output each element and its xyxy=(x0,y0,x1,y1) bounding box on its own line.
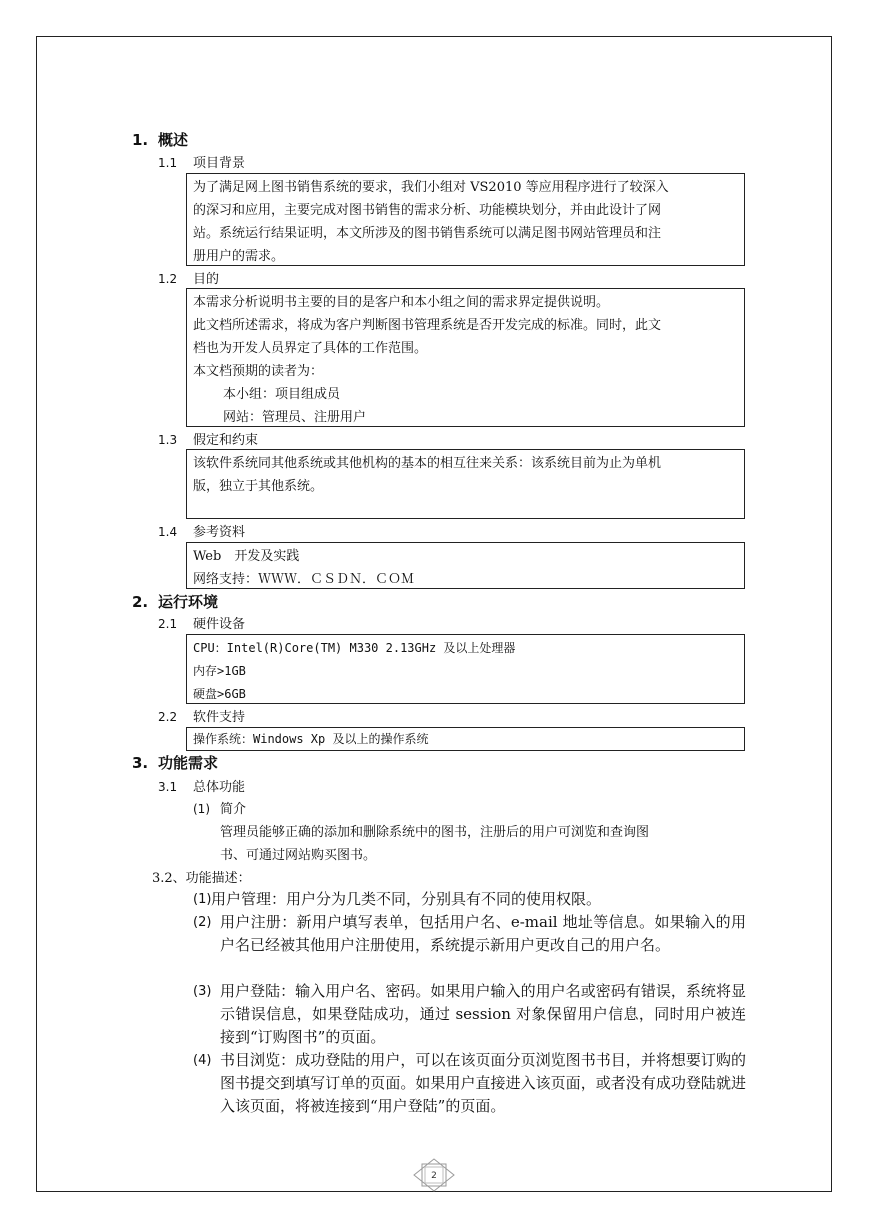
overview-line: 管理员能够正确的添加和删除系统中的图书，注册后的用户可浏览和查询图 xyxy=(220,825,650,840)
background-line: 为了满足网上图书销售系统的要求，我们小组对 VS2010 等应用程序进行了较深入 xyxy=(193,180,669,195)
section-2-number: 2. xyxy=(132,593,149,611)
constraints-line: 该软件系统同其他系统或其他机构的基本的相互往来关系：该系统目前为止为单机 xyxy=(193,456,662,471)
hardware-line: 内存>1GB xyxy=(193,664,246,678)
overview-sub-title: 简介 xyxy=(220,802,247,817)
page-number xyxy=(413,1158,455,1192)
section-3-1-title: 总体功能 xyxy=(193,780,246,795)
section-2-title: 运行环境 xyxy=(158,593,219,611)
function-item-number: (1) xyxy=(193,892,212,907)
function-item-text: 用户登陆：输入用户名、密码。如果用户输入的用户名或密码有错误，系统将显示错误信息，如果登陆成功，通过 session 对象保留用户信息，同时用户被连接到“订购图书”的页面。 xyxy=(220,982,746,1046)
section-2-1-title: 硬件设备 xyxy=(193,617,246,632)
section-3-1-heading xyxy=(158,776,245,795)
function-item-1 xyxy=(193,888,746,911)
section-1-title: 概述 xyxy=(158,131,189,149)
section-1-1-heading xyxy=(158,152,245,171)
section-3-2-heading: 3.2、功能描述： xyxy=(152,871,251,886)
purpose-box xyxy=(186,288,745,427)
section-1-2-heading xyxy=(158,268,219,287)
section-1-number: 1. xyxy=(132,131,149,149)
hardware-line: 硬盘>6GB xyxy=(193,687,246,701)
section-1-3-title: 假定和约束 xyxy=(193,433,259,448)
function-item-3 xyxy=(193,980,746,1049)
section-1-heading xyxy=(132,129,188,150)
function-item-number: (3) xyxy=(193,984,212,999)
section-2-heading xyxy=(132,591,218,612)
section-1-4-heading xyxy=(158,521,245,540)
page-number-text: 2 xyxy=(431,1171,437,1181)
purpose-reader-site: 网站：管理员、注册用户 xyxy=(223,410,367,425)
function-item-number: (2) xyxy=(193,915,212,930)
hardware-line: CPU：Intel(R)Core(TM) M330 2.13GHz 及以上处理器 xyxy=(193,641,516,655)
purpose-line: 本需求分析说明书主要的目的是客户和本小组之间的需求界定提供说明。 xyxy=(193,295,610,310)
background-line: 的深习和应用，主要完成对图书销售的需求分析、功能模块划分，并由此设计了网 xyxy=(193,203,662,218)
references-line: 网络支持：ＷＷＷ．ＣＳＤＮ．ＣＯＭ xyxy=(193,572,415,587)
section-1-4-number: 1.4 xyxy=(158,525,178,539)
hardware-box xyxy=(186,634,745,704)
software-line: 操作系统：Windows Xp 及以上的操作系统 xyxy=(193,732,429,746)
references-line: Web 开发及实践 xyxy=(193,549,300,564)
software-box xyxy=(186,727,745,751)
section-2-1-number: 2.1 xyxy=(158,617,178,631)
function-item-number: (4) xyxy=(193,1053,212,1068)
purpose-reader-team: 本小组：项目组成员 xyxy=(223,387,341,402)
section-3-heading xyxy=(132,752,218,773)
section-1-3-number: 1.3 xyxy=(158,433,178,447)
overview-subheading xyxy=(193,798,246,817)
constraints-line: 版，独立于其他系统。 xyxy=(193,479,324,494)
section-3-number: 3. xyxy=(132,754,149,772)
section-1-2-number: 1.2 xyxy=(158,272,178,286)
section-3-title: 功能需求 xyxy=(158,754,219,772)
function-item-text: 用户管理：用户分为几类不同，分别具有不同的使用权限。 xyxy=(211,890,602,908)
page-number-ornament-icon xyxy=(413,1158,455,1192)
function-item-text: 书目浏览：成功登陆的用户，可以在该页面分页浏览图书书目，并将想要订购的图书提交到填写订单的页面。如果用户直接进入该页面，或者没有成功登陆就进入该页面，将被连接到“用户登陆”的页面。 xyxy=(220,1051,746,1115)
function-item-2 xyxy=(193,911,746,957)
section-2-2-title: 软件支持 xyxy=(193,710,246,725)
section-2-2-heading xyxy=(158,706,245,725)
section-2-1-heading xyxy=(158,613,245,632)
section-3-1-number: 3.1 xyxy=(158,780,178,794)
function-item-4 xyxy=(193,1049,746,1118)
section-1-1-title: 项目背景 xyxy=(193,156,246,171)
purpose-line: 此文档所述需求，将成为客户判断图书管理系统是否开发完成的标准。同时，此文 xyxy=(193,318,662,333)
section-1-4-title: 参考资料 xyxy=(193,525,246,540)
background-line: 册用户的需求。 xyxy=(193,249,285,264)
constraints-box xyxy=(186,449,745,519)
purpose-line: 档也为开发人员界定了具体的工作范围。 xyxy=(193,341,428,356)
background-box xyxy=(186,173,745,266)
background-line: 站。系统运行结果证明，本文所涉及的图书销售系统可以满足图书网站管理员和注 xyxy=(193,226,662,241)
purpose-line: 本文档预期的读者为： xyxy=(193,364,324,379)
section-1-3-heading xyxy=(158,429,258,448)
section-1-1-number: 1.1 xyxy=(158,156,178,170)
section-1-2-title: 目的 xyxy=(193,272,220,287)
overview-line: 书、可通过网站购买图书。 xyxy=(220,848,377,863)
function-item-text: 用户注册：新用户填写表单，包括用户名、e-mail 地址等信息。如果输入的用户名已经被其他用户注册使用，系统提示新用户更改自己的用户名。 xyxy=(220,913,746,954)
section-2-2-number: 2.2 xyxy=(158,710,178,724)
overview-sub-number: (1) xyxy=(193,802,210,816)
references-box xyxy=(186,542,745,589)
